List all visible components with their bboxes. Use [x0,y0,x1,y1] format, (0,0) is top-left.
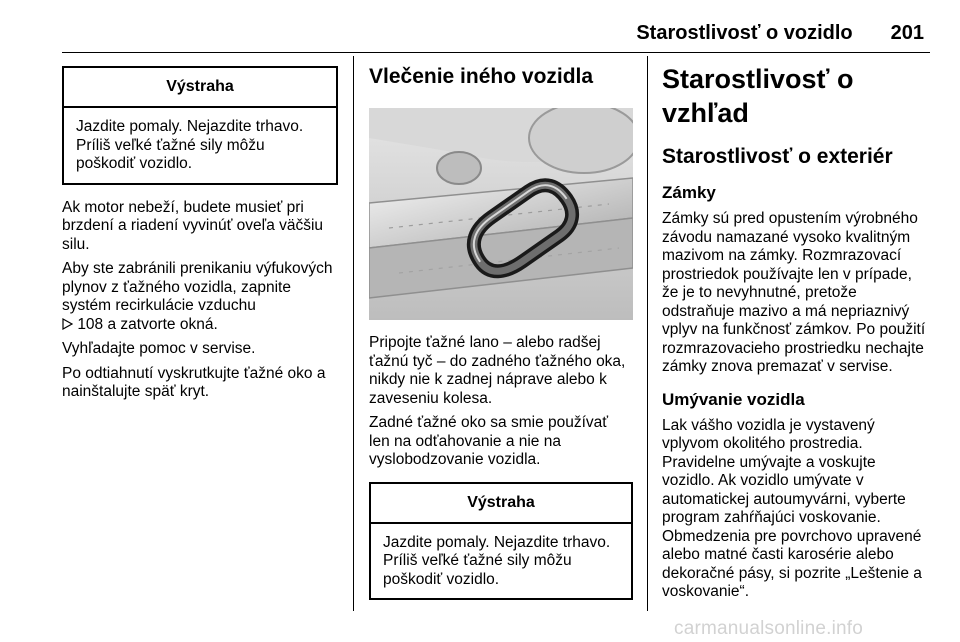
warning-box [62,66,338,185]
header-divider [62,52,930,53]
watermark: carmanualsonline.info [674,618,864,639]
subsection-heading-washing: Umývanie vozidla [662,389,805,409]
arrow-ref-icon [62,316,73,333]
column-2-text [369,334,633,470]
paragraph: Vyhľadajte pomoc v servise. [62,340,256,357]
warning-box [369,482,633,601]
column-divider-1 [353,56,354,611]
paragraph-text: Aby ste zabránili prenikaniu výfukových plynov z ťažného vozidla, zapnite systém recirkulácie vzduchu [62,260,333,314]
tow-eye-illustration [369,108,633,320]
paragraph: Ak motor nebeží, budete musieť pri brzdení a riadení vyvinúť oveľa väčšiu silu. [62,198,324,253]
paragraph: Zadné ťažné oko sa smie používať len na odťahovanie a nie na vyslobodzovanie vozidla. [369,414,609,468]
section-heading: Vlečenie iného vozidla [369,65,594,88]
subsection-heading-locks: Zámky [662,183,716,202]
page-number: 201 [890,22,924,44]
paragraph: Zámky sú pred opustením výrobného závodu namazané vysoko kvalitným mazivom na zámky. Rozmrazovací prostriedok používajte len v prípade, že je to nevyhnutné, pretože odstraňuje mazivo a má nepriaznivý vplyv na funkčnosť zámkov. Po použití rozmrazovacieho prostriedku nechajte zámky znova premazať v servise. [662,210,926,375]
section-subtitle: Starostlivosť o exteriér [662,145,893,168]
paragraph: Po odtiahnutí vyskrutkujte ťažné oko a nainštalujte späť kryt. [62,364,326,400]
warning-text: Jazdite pomaly. Nejazdite trhavo. Príliš veľké ťažné sily môžu poškodiť vozidlo. [76,118,304,172]
column-divider-2 [647,56,648,611]
column-3 [662,56,928,602]
cross-reference: 108 a zatvorte okná. [77,315,218,333]
page-header [0,22,924,52]
section-title: Starostlivosť o vozidlo [636,22,853,44]
paragraph [62,260,338,334]
column-1-text [62,199,338,402]
warning-text: Jazdite pomaly. Nejazdite trhavo. Príliš veľké ťažné sily môžu poškodiť vozidlo. [383,533,611,588]
column-2 [369,56,633,600]
warning-title: Výstraha [371,484,631,524]
chapter-title: Starostlivosť o vzhľad [662,64,854,128]
warning-title: Výstraha [64,68,336,108]
column-1 [62,56,338,402]
paragraph: Lak vášho vozidla je vystavený vplyvom okolitého prostredia. Pravidelne umývajte a voskujte vozidlo. Ak vozidlo umývate v automatickej autoumyvárni, vyberte program zahŕňajúci voskovanie. Obmedzenia pre povrchovo upravené alebo matné časti karosérie alebo dekoračné pásy, si pozrite „Leštenie a voskovanie“. [662,416,922,600]
paragraph: Pripojte ťažné lano – alebo radšej ťažnú tyč – do zadného ťažného oka, nikdy nie k zadnej náprave alebo k zaveseniu kolesa. [369,334,626,407]
